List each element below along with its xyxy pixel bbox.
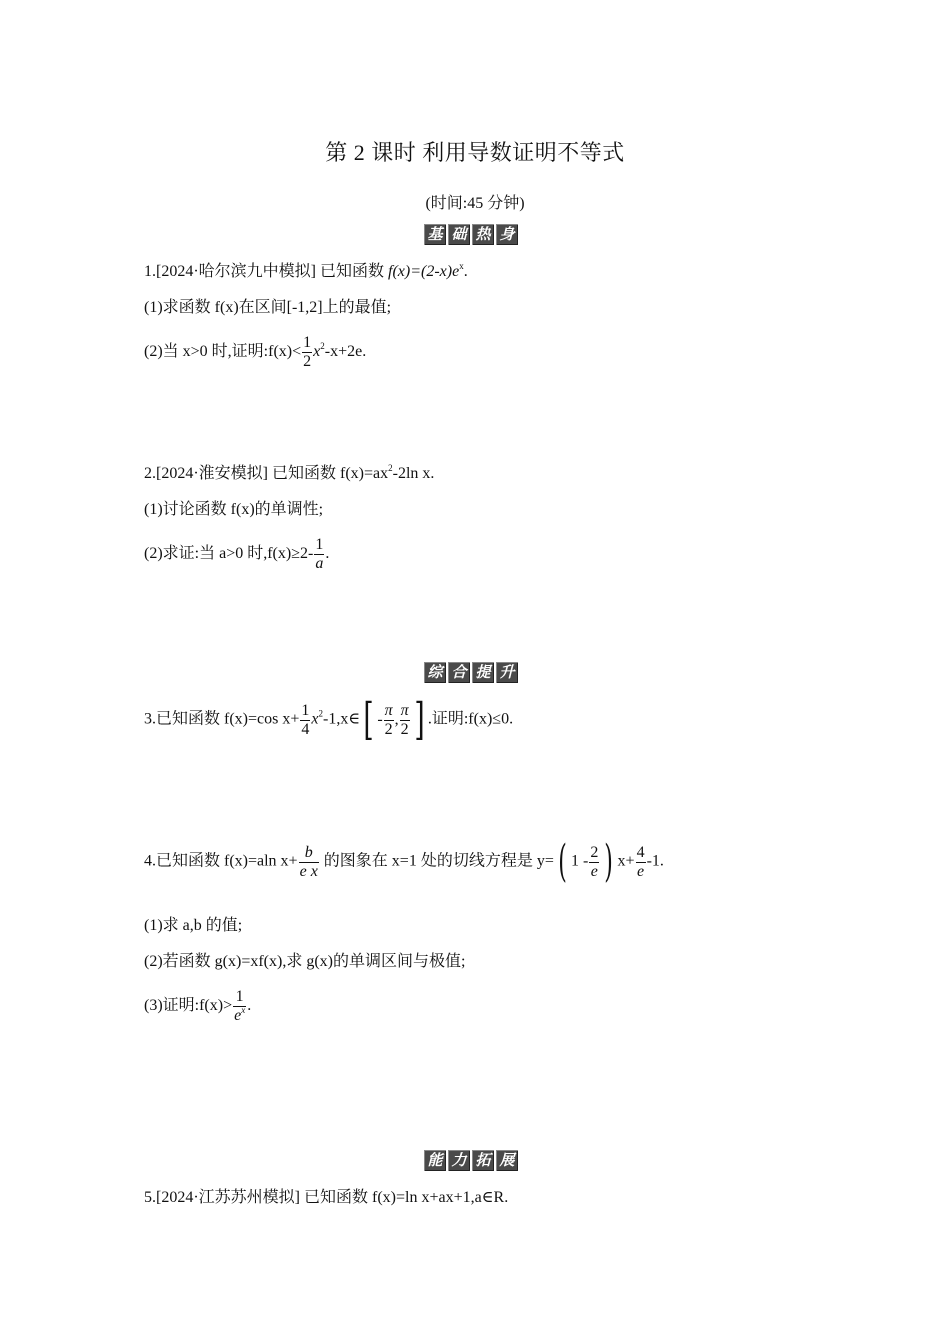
question-4-part-3 xyxy=(144,988,251,1025)
badge-char: 力 xyxy=(448,1150,470,1171)
fraction-denominator: 2 xyxy=(384,720,393,738)
fraction xyxy=(299,844,319,881)
fraction-numerator: 1 xyxy=(235,988,244,1005)
q1-sup: x xyxy=(459,261,464,271)
q2-sup: 2 xyxy=(388,463,393,473)
badge-char: 拓 xyxy=(472,1150,494,1171)
fraction xyxy=(300,702,310,739)
q4-in-one: 1 - xyxy=(571,852,589,870)
question-2-part-1: (1)讨论函数 f(x)的单调性; xyxy=(144,501,324,518)
left-paren: ( xyxy=(558,836,567,887)
fraction xyxy=(400,702,410,739)
fraction xyxy=(302,334,312,371)
q2-p2-post: . xyxy=(325,545,330,563)
q3-neg: - xyxy=(377,711,383,728)
badge-char: 热 xyxy=(472,224,494,245)
question-4-part-2: (2)若函数 g(x)=xf(x),求 g(x)的单调区间与极值; xyxy=(144,953,466,970)
badge-char: 基 xyxy=(424,224,446,245)
left-bracket: [ xyxy=(363,694,374,745)
q1-end: . xyxy=(463,263,468,280)
fraction-numerator: 1 xyxy=(301,701,310,719)
q1-p2-post: -x+2e. xyxy=(324,343,367,361)
fraction-numerator: 2 xyxy=(590,843,599,861)
right-paren: ) xyxy=(604,836,614,887)
q3-comma: , xyxy=(394,711,399,728)
question-5-stem: 5.[2024·江苏苏州模拟] 已知函数 f(x)=ln x+ax+1,a∈R. xyxy=(144,1189,509,1206)
fraction xyxy=(384,702,394,739)
badge-char: 合 xyxy=(448,662,470,683)
question-1-part-1: (1)求函数 f(x)在区间[-1,2]上的最值; xyxy=(144,299,392,316)
fraction-denominator xyxy=(233,1006,246,1025)
denominator-base: e xyxy=(234,1007,242,1024)
fraction-denominator: e xyxy=(637,862,645,880)
denominator-exponent: x xyxy=(241,1005,246,1015)
fraction xyxy=(314,536,324,573)
q1-func: f(x)=(2-x)e xyxy=(388,263,460,280)
fraction xyxy=(636,844,646,881)
badge-char: 础 xyxy=(448,224,470,245)
q3-sup: 2 xyxy=(318,708,323,719)
q4-p3-post: . xyxy=(247,997,252,1015)
time-limit: (时间:45 分钟) xyxy=(425,195,525,212)
right-bracket: ] xyxy=(414,694,425,745)
fraction-denominator: e xyxy=(590,862,598,880)
fraction-numerator: 1 xyxy=(315,536,324,553)
fraction-denominator: 2 xyxy=(303,353,312,370)
badge-char: 身 xyxy=(496,224,518,245)
fraction-numerator: 4 xyxy=(636,843,645,861)
fraction xyxy=(233,988,246,1025)
section-badge-comprehensive xyxy=(424,662,518,683)
q2-end: -2ln x. xyxy=(392,465,435,482)
badge-char: 升 xyxy=(496,662,518,683)
q3-var: x xyxy=(311,710,319,728)
fraction-denominator: 2 xyxy=(400,720,409,738)
section-badge-ability xyxy=(424,1150,518,1171)
question-3-stem xyxy=(144,694,514,745)
q4-mid: 的图象在 x=1 处的切线方程是 y= xyxy=(319,852,554,870)
question-1-stem xyxy=(144,262,468,282)
fraction-denominator: e x xyxy=(299,862,318,880)
q2-p2-pre: (2)求证:当 a>0 时,f(x)≥2- xyxy=(144,545,314,563)
badge-char: 展 xyxy=(496,1150,518,1171)
page-title: 第 2 课时 利用导数证明不等式 xyxy=(325,140,625,165)
question-2-part-2 xyxy=(144,536,329,573)
section-badge-basic xyxy=(424,224,518,245)
fraction-numerator: b xyxy=(304,843,313,861)
fraction xyxy=(589,844,599,881)
badge-char: 提 xyxy=(472,662,494,683)
q1-p2-sup: 2 xyxy=(320,341,325,352)
fraction-numerator: π xyxy=(400,701,409,719)
fraction-numerator: 1 xyxy=(303,334,312,351)
fraction-denominator: a xyxy=(315,555,324,572)
question-2-stem xyxy=(144,464,434,484)
fraction-numerator: π xyxy=(384,701,393,719)
q4-pre: 4.已知函数 f(x)=aln x+ xyxy=(144,852,298,870)
badge-char: 综 xyxy=(424,662,446,683)
q2-head: 2.[2024·淮安模拟] 已知函数 f(x)=ax xyxy=(144,465,389,482)
fraction-denominator: 4 xyxy=(301,720,310,738)
q1-p2-pre: (2)当 x>0 时,证明:f(x)< xyxy=(144,343,302,361)
badge-char: 能 xyxy=(424,1150,446,1171)
q4-p3-pre: (3)证明:f(x)> xyxy=(144,997,233,1015)
question-1-part-2 xyxy=(144,334,366,371)
q1-head: 1.[2024·哈尔滨九中模拟] 已知函数 xyxy=(144,263,388,280)
q4-after: x+ xyxy=(617,852,635,870)
question-4-part-1: (1)求 a,b 的值; xyxy=(144,917,243,934)
q1-p2-var: x xyxy=(313,343,321,361)
q4-end: -1. xyxy=(646,852,664,870)
q3-mid: -1,x∈ xyxy=(322,710,361,728)
q3-pre: 3.已知函数 f(x)=cos x+ xyxy=(144,710,300,728)
question-4-stem xyxy=(144,836,664,887)
q3-post: .证明:f(x)≤0. xyxy=(427,710,514,728)
